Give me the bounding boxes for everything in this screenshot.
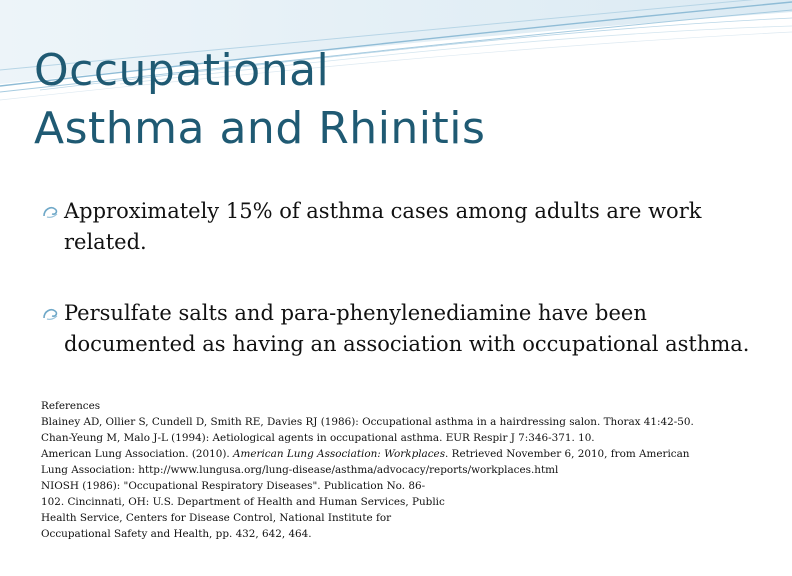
reference-line: Occupational Safety and Health, pp. 432, 642, 464. bbox=[41, 528, 312, 540]
bullet-item bbox=[36, 196, 756, 258]
bullet-list bbox=[36, 196, 756, 360]
swirl-bullet-icon bbox=[42, 205, 60, 219]
bullet-text: Approximately 15% of asthma cases among adults are work related. bbox=[64, 199, 702, 254]
reference-line: Lung Association: http://www.lungusa.org/lung-disease/asthma/advocacy/reports/workplaces.html bbox=[41, 464, 559, 476]
bullet-item bbox=[36, 298, 756, 360]
reference-line: 102. Cincinnati, OH: U.S. Department of Health and Human Services, Public bbox=[41, 496, 445, 508]
reference-text: American Lung Association. (2010). bbox=[41, 448, 234, 460]
bullet-text: Persulfate salts and para-phenylenediamine have been documented as having an association with occupational asthma. bbox=[64, 301, 750, 356]
swirl-bullet-icon bbox=[42, 307, 60, 321]
reference-italic-title: American Lung Association: Workplaces bbox=[233, 448, 446, 460]
reference-line: Blainey AD, Ollier S, Cundell D, Smith RE, Davies RJ (1986): Occupational asthma in a hairdressing salon. Thorax 41:42-50. bbox=[41, 416, 694, 428]
reference-line: NIOSH (1986): "Occupational Respiratory Diseases". Publication No. 86- bbox=[41, 480, 426, 492]
reference-line: Health Service, Centers for Disease Control, National Institute for bbox=[41, 512, 392, 524]
title-line-2: Asthma and Rhinitis bbox=[34, 103, 486, 154]
reference-line: Chan-Yeung M, Malo J-L (1994): Aetiological agents in occupational asthma. EUR Respir J 7:346-371. 10. bbox=[41, 432, 595, 444]
reference-line bbox=[41, 446, 771, 462]
title-line-1: Occupational bbox=[34, 45, 330, 96]
reference-text: . Retrieved November 6, 2010, from American bbox=[445, 448, 690, 460]
references-section bbox=[41, 398, 771, 542]
slide-title bbox=[34, 42, 754, 158]
references-heading: References bbox=[41, 400, 101, 412]
